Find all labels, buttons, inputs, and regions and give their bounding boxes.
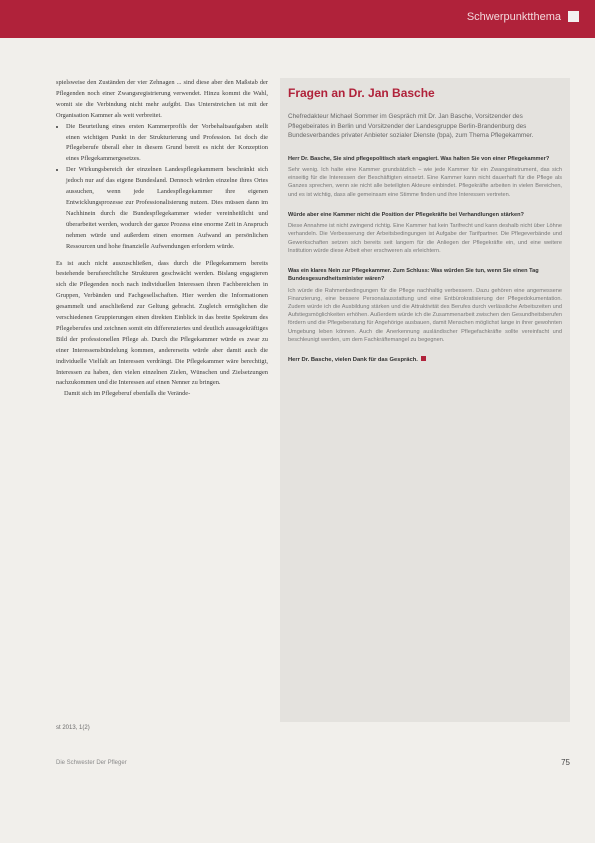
publication-name: Die Schwester Der Pfleger: [56, 760, 127, 766]
section-square-icon: [568, 11, 579, 22]
article-bullet: • Die Beurteilung eines ersten Kammerprofils der Vorbehaltsaufgaben stellt einen wichtigen Punkt in der Strukturierung und Profession. Ist doch die Pflegeberufe überall eher in diesem Grund bereit es nicht der Konzeption eines Pflegekammergesetzes.: [66, 122, 268, 166]
interview-question: Würde aber eine Kammer nicht die Position der Pflegekräfte bei Verhandlungen stärken?: [288, 211, 524, 218]
section-label: Schwerpunktthema: [466, 11, 561, 23]
interview-box: [280, 78, 570, 722]
article-paragraph: Es ist auch nicht auszuschließen, dass durch die Pflegekammern bereits bestehende berufsrechtliche Strukturen geschwächt werden. Bislang engagieren sich die Pflegenden noch nach individuellen Interessen ihren Fachbereichen in Gruppen, Verbänden und Fachgesellschaften. Hier werden die Informationen gesammelt und anschließend zur Geltung gebracht. Zugleich ermöglichen die verschiedenen Gruppierungen einen direkten Einblick in das breite Spektrum des Pflegeberufes und zeichnen somit ein differenziertes und deutlich aussagekräftiges Bild der professionellen Pflege ab. Durch die Pflegekammer würde es zwar zu einer Interessensbündelung kommen, andererseits würde aber damit auch die individuelle Vielfalt an Interessen verdrängt. Die Pflegekammer wäre berechtigt, Interessen zu haben, den vielen einzelnen Zielen, Wünschen und Zielsetzungen nachzukommen und die Interessen auf einen Nenner zu bringen.: [56, 259, 268, 387]
article-column: [56, 78, 268, 400]
article-bullets: [56, 122, 268, 253]
interview-question: Was ein klares Nein zur Pflegekammer. Zum Schluss: Was würden Sie tun, wenn Sie einen Tag Bundesgesundheitsminister wären?: [288, 268, 539, 283]
page-footer: [56, 758, 570, 770]
article-intro: spielsweise den Zuständen der vier Zehnagen ... sind diese aber den Maßstab der Pflegenden noch einer Zwangsregistrierung verwendet. Hinzu kommt die Wahl, womit sie die Verbindung nicht mehr aufgibt. Das Unterstreichen ist mit der Organisation Kammer als weit verbreitet.: [56, 79, 268, 119]
interview-lead: Chefredakteur Michael Sommer im Gespräch mit Dr. Jan Basche, Vorsitzender des Pflegebeirates in Berlin und Vorsitzender der Landesgruppe Berlin-Brandenburg des Bundesverbandes privater Anbieter sozialer Dienste (bpa), zum Thema Pflegekammer.: [288, 113, 534, 140]
header-bar: [0, 0, 595, 38]
interview-closing: [288, 356, 562, 363]
interview-title: Fragen an Dr. Jan Basche: [288, 86, 435, 100]
interview-question: Herr Dr. Basche, Sie sind pflegepolitisch stark engagiert. Was halten Sie von einer Pflegekammer?: [288, 155, 550, 162]
page-number: 75: [561, 758, 570, 767]
article-paragraph: Damit sich im Pflegeberuf ebenfalls die Verände-: [64, 390, 191, 398]
interview-answer: Ich würde die Rahmenbedingungen für die Pflege nachhaltig verbessern. Dazu gehören eine angemessene Finanzierung, eine bessere Personalausstattung und eine Entbürokratisierung der Pflegedokumentation. Zudem würde ich die Ausbildung stärken und die Attraktivität des Berufes durch verlässliche Arbeitszeiten und Aufstiegsmöglichkeiten erhöhen. Außerdem würde ich die Zusammenarbeit zwischen den Gesundheitsberufen fördern und die Pflegeberatung für Angehörige ausbauen, damit Menschen möglichst lange in ihrer gewohnten Umgebung leben können. Auch die Anerkennung ausländischer Pflegefachkräfte sollte vereinfacht und beschleunigt werden, um dem Fachkräftemangel zu begegnen.: [288, 287, 562, 343]
interview-answer: Diese Annahme ist nicht zwingend richtig. Eine Kammer hat kein Tarifrecht und kann deshalb nicht über Löhne verhandeln. Die Verbesserung der Arbeitsbedingungen ist Aufgabe der Tarifpartner. Die Pflegeverbände und Gewerkschaften setzen sich bereits seit langem für die Anliegen der Pflegekräfte ein, und eine weitere Institution würde diese Arbeit eher erschweren als erleichtern.: [288, 223, 562, 254]
article-bullet: • Der Wirkungsbereich der einzelnen Landespflegekammern beschränkt sich jedoch nur auf das eigene Bundesland. Dennoch würden einzelne ihres Ortes aussuchen, wenn jede Landespflegekammer ihre eigenen Entwicklungsprozesse zur Professionalisierung nutzen. Dies müssen dann im Nachhinein durch die Bundespflegekammer wieder vereinheitlicht und überarbeitet werden, wodurch der ganze Prozess eine enorme Zeit in Anspruch nehmen würde und außerdem einen enormen Aufwand an persönlichen Ressourcen und hohe finanzielle Aufwendungen erfordern würde.: [66, 165, 268, 252]
interview-closing-text: Herr Dr. Basche, vielen Dank für das Gespräch.: [288, 357, 418, 364]
article-footnote: st 2013, 1(2): [56, 725, 90, 731]
end-square-icon: [421, 356, 426, 361]
interview-answer: Sehr wenig. Ich halte eine Kammer grundsätzlich – wie jede Kammer für ein Zwangsinstrument, das sich einseitig für die Interessen der Beschäftigten einsetzt. Eine Kammer kann nicht dauerhaft für die Pflege als Ganzes sprechen, wenn sie nicht alle beteiligten Akteure einbindet. Pflegekräfte arbeiten in vielen Bereichen, und es ist wichtig, dass alle gemeinsam eine Stimme finden und ihre Interessen vertreten.: [288, 167, 562, 198]
